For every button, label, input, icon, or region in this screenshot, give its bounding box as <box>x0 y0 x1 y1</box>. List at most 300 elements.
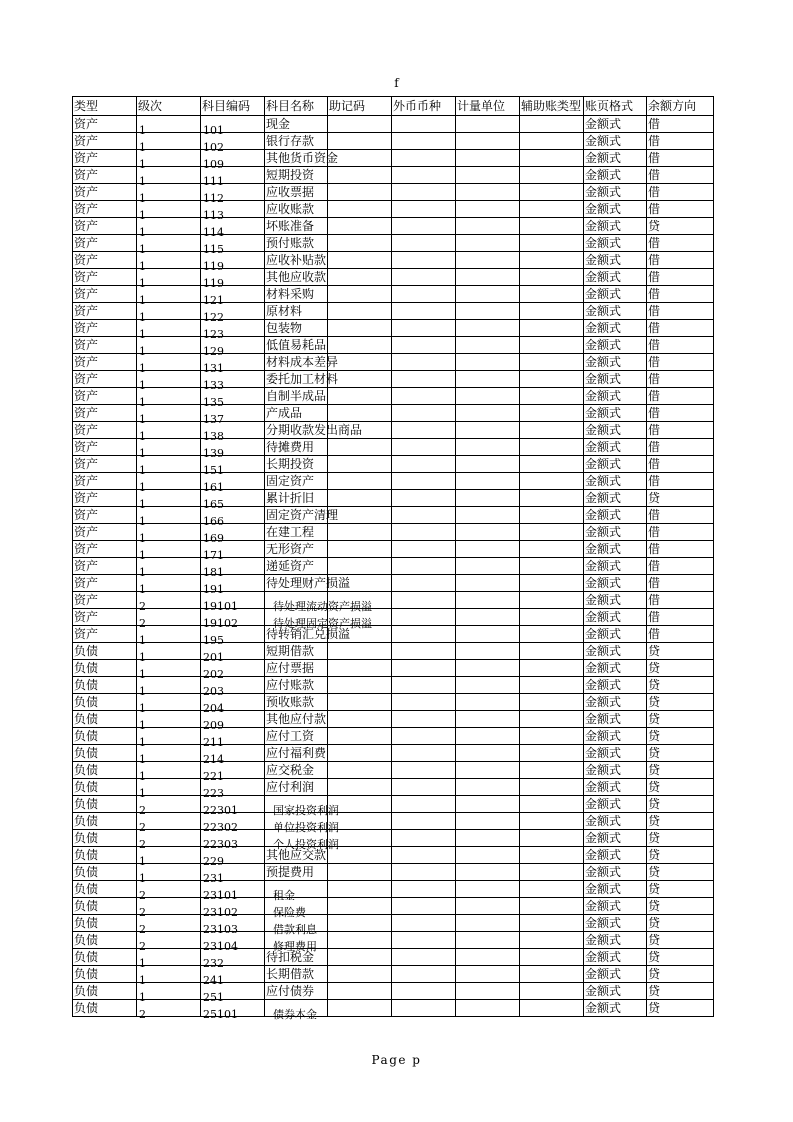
account-code-cell <box>201 507 265 528</box>
account-type-cell: 资产 <box>73 388 137 405</box>
account-name-cell: 应付票据 <box>265 660 328 677</box>
account-code-cell <box>201 422 265 443</box>
account-code-cell-text: 131 <box>203 362 224 375</box>
aux-type-cell <box>520 694 584 711</box>
mnemonic-cell <box>328 184 392 201</box>
account-code-cell-text: 112 <box>203 192 224 205</box>
level-cell <box>137 422 201 443</box>
account-code-cell <box>201 643 265 664</box>
unit-cell <box>456 286 520 303</box>
mnemonic-cell <box>328 711 392 728</box>
account-code-cell-text: 214 <box>203 753 224 766</box>
account-type-cell: 负债 <box>73 864 137 881</box>
aux-type-cell <box>520 762 584 779</box>
ledger-format-cell: 金额式 <box>584 1000 647 1017</box>
level-cell-text: 1 <box>139 651 146 664</box>
account-code-cell <box>201 371 265 392</box>
account-code-cell <box>201 201 265 222</box>
unit-cell <box>456 558 520 575</box>
account-type-cell: 资产 <box>73 626 137 643</box>
account-name-cell: 银行存款 <box>265 133 328 150</box>
unit-cell <box>456 354 520 371</box>
mnemonic-cell <box>328 643 392 660</box>
account-name-cell: 待处理财产损溢 <box>266 576 351 590</box>
balance-direction-cell: 借 <box>647 405 714 422</box>
table-row <box>73 881 714 898</box>
aux-type-cell <box>520 184 584 201</box>
balance-direction-cell: 借 <box>647 303 714 320</box>
level-cell-text: 1 <box>139 736 146 749</box>
account-code-cell-text: 22303 <box>203 838 238 851</box>
table-row <box>73 694 714 711</box>
account-name-cell: 长期投资 <box>265 456 328 473</box>
account-code-cell-text: 138 <box>203 430 224 443</box>
account-code-cell-text: 171 <box>203 549 224 562</box>
currency-cell <box>392 881 456 898</box>
account-name-cell <box>265 609 372 630</box>
unit-cell <box>456 201 520 218</box>
aux-type-cell <box>520 949 584 966</box>
balance-direction-cell: 借 <box>647 388 714 405</box>
table-row <box>73 898 714 915</box>
unit-cell <box>456 966 520 983</box>
unit-cell <box>456 235 520 252</box>
table-row <box>73 1000 714 1017</box>
level-cell-text: 2 <box>139 617 146 630</box>
account-code-cell <box>201 932 265 953</box>
account-name-cell-text: 个人投资利润 <box>273 838 339 851</box>
table-row <box>73 932 714 949</box>
account-code-cell-text: 161 <box>203 481 224 494</box>
account-name-cell: 材料采购 <box>265 286 328 303</box>
page-footer: Page p <box>371 1053 422 1067</box>
level-cell-text: 1 <box>139 175 146 188</box>
level-cell <box>137 694 201 715</box>
account-code-cell-text: 19101 <box>203 600 238 613</box>
unit-cell <box>456 779 520 796</box>
currency-cell <box>392 133 456 150</box>
account-name-cell: 产成品 <box>265 405 328 422</box>
account-name-cell-text: 待处理流动资产损溢 <box>273 600 372 613</box>
level-cell <box>137 218 201 239</box>
balance-direction-cell: 借 <box>647 456 714 473</box>
account-code-cell <box>201 524 265 545</box>
ledger-format-cell: 金额式 <box>584 966 647 983</box>
account-name-cell: 其他应交款 <box>266 848 327 862</box>
level-cell-text: 1 <box>139 753 146 766</box>
unit-cell <box>456 626 520 643</box>
account-code-cell-text: 23104 <box>203 940 238 953</box>
table-row <box>73 439 714 456</box>
account-name-cell: 低值易耗品 <box>266 338 327 352</box>
mnemonic-cell <box>328 490 392 507</box>
balance-direction-cell: 贷 <box>647 983 714 1000</box>
balance-direction-cell: 贷 <box>647 898 714 915</box>
unit-cell <box>456 184 520 201</box>
column-header: 类型 <box>73 97 137 116</box>
level-cell <box>137 711 201 732</box>
balance-direction-cell: 贷 <box>647 745 714 762</box>
aux-type-cell <box>520 847 584 864</box>
unit-cell <box>456 303 520 320</box>
table-row <box>73 813 714 830</box>
mnemonic-cell <box>328 473 392 490</box>
table-row <box>73 490 714 507</box>
ledger-format-cell: 金额式 <box>584 354 647 371</box>
level-cell <box>137 592 201 613</box>
account-code-cell <box>201 864 265 885</box>
unit-cell <box>456 881 520 898</box>
mnemonic-cell <box>328 524 392 541</box>
account-type-cell: 负债 <box>73 983 137 1000</box>
ledger-format-cell: 金额式 <box>584 116 647 133</box>
ledger-format-cell: 金额式 <box>584 167 647 184</box>
account-code-cell <box>201 983 265 1004</box>
currency-cell <box>392 235 456 252</box>
account-type-cell: 负债 <box>73 779 137 796</box>
account-name-cell: 待扣税金 <box>265 949 328 966</box>
account-name-cell: 短期借款 <box>265 643 328 660</box>
unit-cell <box>456 575 520 592</box>
balance-direction-cell: 贷 <box>647 728 714 745</box>
page-header-mark: f <box>394 76 399 90</box>
aux-type-cell <box>520 116 584 133</box>
currency-cell <box>392 371 456 388</box>
level-cell <box>137 643 201 664</box>
balance-direction-cell: 贷 <box>647 864 714 881</box>
currency-cell <box>392 898 456 915</box>
table-row <box>73 575 714 592</box>
ledger-format-cell: 金额式 <box>584 184 647 201</box>
ledger-format-cell: 金额式 <box>584 677 647 694</box>
account-type-cell: 负债 <box>73 949 137 966</box>
unit-cell <box>456 1000 520 1017</box>
account-type-cell: 资产 <box>73 456 137 473</box>
unit-cell <box>456 813 520 830</box>
currency-cell <box>392 286 456 303</box>
level-cell <box>137 371 201 392</box>
level-cell-text: 1 <box>139 396 146 409</box>
currency-cell <box>392 541 456 558</box>
level-cell-text: 2 <box>139 821 146 834</box>
aux-type-cell <box>520 235 584 252</box>
unit-cell <box>456 150 520 167</box>
account-name-cell: 自制半成品 <box>266 389 327 403</box>
mnemonic-cell <box>328 269 392 286</box>
account-code-cell-text: 109 <box>203 158 224 171</box>
level-cell <box>137 745 201 766</box>
header-row <box>73 97 714 116</box>
unit-cell <box>456 915 520 932</box>
balance-direction-cell: 贷 <box>647 660 714 677</box>
table-row <box>73 864 714 881</box>
table-row <box>73 609 714 626</box>
unit-cell <box>456 728 520 745</box>
ledger-format-cell: 金额式 <box>584 269 647 286</box>
mnemonic-cell <box>328 983 392 1000</box>
currency-cell <box>392 796 456 813</box>
level-cell-text: 1 <box>139 566 146 579</box>
balance-direction-cell: 贷 <box>647 932 714 949</box>
aux-type-cell <box>520 575 584 592</box>
currency-cell <box>392 983 456 1000</box>
column-header: 级次 <box>137 97 201 116</box>
mnemonic-cell <box>328 558 392 575</box>
mnemonic-cell <box>328 694 392 711</box>
ledger-format-cell: 金额式 <box>584 864 647 881</box>
ledger-format-cell: 金额式 <box>584 541 647 558</box>
level-cell <box>137 456 201 477</box>
account-type-cell: 负债 <box>73 881 137 898</box>
mnemonic-cell <box>328 966 392 983</box>
account-code-cell-text: 223 <box>203 787 224 800</box>
account-type-cell: 资产 <box>73 524 137 541</box>
level-cell <box>137 507 201 528</box>
currency-cell <box>392 116 456 133</box>
currency-cell <box>392 252 456 269</box>
ledger-format-cell: 金额式 <box>584 609 647 626</box>
account-name-cell-text: 单位投资利润 <box>273 821 339 834</box>
account-code-cell <box>201 558 265 579</box>
level-cell-text: 2 <box>139 804 146 817</box>
level-cell <box>137 660 201 681</box>
account-code-cell-text: 229 <box>203 855 224 868</box>
mnemonic-cell <box>328 303 392 320</box>
account-code-cell-text: 23102 <box>203 906 238 919</box>
level-cell-text: 2 <box>139 600 146 613</box>
account-code-cell <box>201 728 265 749</box>
mnemonic-cell <box>328 949 392 966</box>
account-type-cell: 资产 <box>73 422 137 439</box>
aux-type-cell <box>520 388 584 405</box>
level-cell-text: 1 <box>139 345 146 358</box>
account-code-cell <box>201 762 265 783</box>
level-cell <box>137 915 201 936</box>
table-row <box>73 830 714 847</box>
balance-direction-cell: 贷 <box>647 1000 714 1017</box>
level-cell-text: 1 <box>139 583 146 596</box>
unit-cell <box>456 252 520 269</box>
account-name-cell <box>265 830 339 851</box>
balance-direction-cell: 借 <box>647 286 714 303</box>
mnemonic-cell <box>328 201 392 218</box>
account-code-cell-text: 22302 <box>203 821 238 834</box>
account-type-cell: 资产 <box>73 609 137 626</box>
table-row <box>73 337 714 354</box>
account-code-cell-text: 231 <box>203 872 224 885</box>
account-code-cell-text: 181 <box>203 566 224 579</box>
account-code-cell-text: 151 <box>203 464 224 477</box>
account-code-cell <box>201 490 265 511</box>
table-row <box>73 745 714 762</box>
ledger-body <box>73 116 714 1021</box>
table-row <box>73 184 714 201</box>
unit-cell <box>456 694 520 711</box>
currency-cell <box>392 337 456 354</box>
mnemonic-cell <box>328 915 392 932</box>
table-row <box>73 541 714 558</box>
level-cell <box>137 201 201 222</box>
level-cell-text: 1 <box>139 158 146 171</box>
aux-type-cell <box>520 813 584 830</box>
unit-cell <box>456 388 520 405</box>
balance-direction-cell: 贷 <box>647 813 714 830</box>
account-code-cell-text: 123 <box>203 328 224 341</box>
account-type-cell: 负债 <box>73 677 137 694</box>
level-cell-text: 1 <box>139 991 146 1004</box>
level-cell <box>137 558 201 579</box>
unit-cell <box>456 456 520 473</box>
level-cell <box>137 813 201 834</box>
account-code-cell-text: 111 <box>203 175 224 188</box>
account-name-cell: 材料成本差异 <box>266 355 339 369</box>
account-code-cell-text: 129 <box>203 345 224 358</box>
level-cell <box>137 728 201 749</box>
currency-cell <box>392 745 456 762</box>
account-code-cell <box>201 915 265 936</box>
account-code-cell-text: 25101 <box>203 1008 238 1021</box>
level-cell <box>137 983 201 1004</box>
balance-direction-cell: 贷 <box>647 218 714 235</box>
table-row <box>73 626 714 643</box>
ledger-format-cell: 金额式 <box>584 371 647 388</box>
account-name-cell: 长期借款 <box>265 966 328 983</box>
account-code-cell <box>201 320 265 341</box>
level-cell <box>137 150 201 171</box>
account-name-cell <box>265 915 328 936</box>
account-code-cell-text: 101 <box>203 124 224 137</box>
account-name-cell: 坏账准备 <box>265 218 328 235</box>
account-type-cell: 资产 <box>73 201 137 218</box>
account-code-cell-text: 19102 <box>203 617 238 630</box>
table-row <box>73 116 714 133</box>
account-code-cell <box>201 354 265 375</box>
column-header: 科目名称 <box>265 97 328 116</box>
account-type-cell: 资产 <box>73 592 137 609</box>
account-type-cell: 资产 <box>73 405 137 422</box>
account-code-cell <box>201 881 265 902</box>
unit-cell <box>456 762 520 779</box>
currency-cell <box>392 779 456 796</box>
ledger-format-cell: 金额式 <box>584 150 647 167</box>
account-name-cell: 待转销汇兑损溢 <box>266 627 351 641</box>
mnemonic-cell <box>328 218 392 235</box>
ledger-format-cell: 金额式 <box>584 422 647 439</box>
account-type-cell: 负债 <box>73 847 137 864</box>
account-code-cell <box>201 779 265 800</box>
currency-cell <box>392 847 456 864</box>
account-name-cell: 现金 <box>265 116 328 133</box>
table-row <box>73 354 714 371</box>
level-cell-text: 1 <box>139 430 146 443</box>
ledger-format-cell: 金额式 <box>584 949 647 966</box>
account-code-cell-text: 122 <box>203 311 224 324</box>
ledger-format-cell: 金额式 <box>584 898 647 915</box>
level-cell <box>137 252 201 273</box>
table-row <box>73 966 714 983</box>
currency-cell <box>392 694 456 711</box>
aux-type-cell <box>520 286 584 303</box>
level-cell-text: 1 <box>139 702 146 715</box>
level-cell <box>137 490 201 511</box>
level-cell <box>137 388 201 409</box>
account-code-cell-text: 204 <box>203 702 224 715</box>
unit-cell <box>456 133 520 150</box>
currency-cell <box>392 303 456 320</box>
account-code-cell <box>201 337 265 358</box>
account-type-cell: 资产 <box>73 286 137 303</box>
currency-cell <box>392 966 456 983</box>
level-cell-text: 1 <box>139 226 146 239</box>
level-cell <box>137 524 201 545</box>
table-row <box>73 269 714 286</box>
account-code-cell <box>201 252 265 273</box>
account-code-cell-text: 135 <box>203 396 224 409</box>
level-cell-text: 2 <box>139 889 146 902</box>
account-type-cell: 资产 <box>73 371 137 388</box>
level-cell <box>137 184 201 205</box>
aux-type-cell <box>520 915 584 932</box>
ledger-format-cell: 金额式 <box>584 813 647 830</box>
table-row <box>73 133 714 150</box>
unit-cell <box>456 439 520 456</box>
aux-type-cell <box>520 524 584 541</box>
level-cell-text: 1 <box>139 770 146 783</box>
account-code-cell <box>201 303 265 324</box>
level-cell-text: 1 <box>139 379 146 392</box>
aux-type-cell <box>520 150 584 167</box>
balance-direction-cell: 贷 <box>647 949 714 966</box>
level-cell-text: 1 <box>139 685 146 698</box>
level-cell-text: 1 <box>139 957 146 970</box>
mnemonic-cell <box>328 388 392 405</box>
ledger-format-cell: 金额式 <box>584 830 647 847</box>
balance-direction-cell: 借 <box>647 473 714 490</box>
level-cell-text: 1 <box>139 192 146 205</box>
account-code-cell-text: 202 <box>203 668 224 681</box>
unit-cell <box>456 609 520 626</box>
currency-cell <box>392 439 456 456</box>
account-code-cell-text: 139 <box>203 447 224 460</box>
account-code-cell-text: 133 <box>203 379 224 392</box>
unit-cell <box>456 830 520 847</box>
table-row <box>73 473 714 490</box>
account-type-cell: 资产 <box>73 337 137 354</box>
account-type-cell: 资产 <box>73 354 137 371</box>
unit-cell <box>456 524 520 541</box>
mnemonic-cell <box>328 898 392 915</box>
level-cell-text: 2 <box>139 838 146 851</box>
level-cell <box>137 439 201 460</box>
ledger-format-cell: 金额式 <box>584 439 647 456</box>
account-type-cell: 资产 <box>73 235 137 252</box>
ledger-format-cell: 金额式 <box>584 218 647 235</box>
currency-cell <box>392 320 456 337</box>
ledger-format-cell: 金额式 <box>584 456 647 473</box>
balance-direction-cell: 借 <box>647 422 714 439</box>
aux-type-cell <box>520 320 584 337</box>
ledger-format-cell: 金额式 <box>584 626 647 643</box>
account-type-cell: 资产 <box>73 303 137 320</box>
account-code-cell <box>201 966 265 987</box>
account-name-cell <box>265 1000 328 1021</box>
aux-type-cell <box>520 405 584 422</box>
table-row <box>73 592 714 609</box>
account-name-cell: 累计折旧 <box>265 490 328 507</box>
account-type-cell: 资产 <box>73 473 137 490</box>
level-cell <box>137 762 201 783</box>
ledger-format-cell: 金额式 <box>584 643 647 660</box>
